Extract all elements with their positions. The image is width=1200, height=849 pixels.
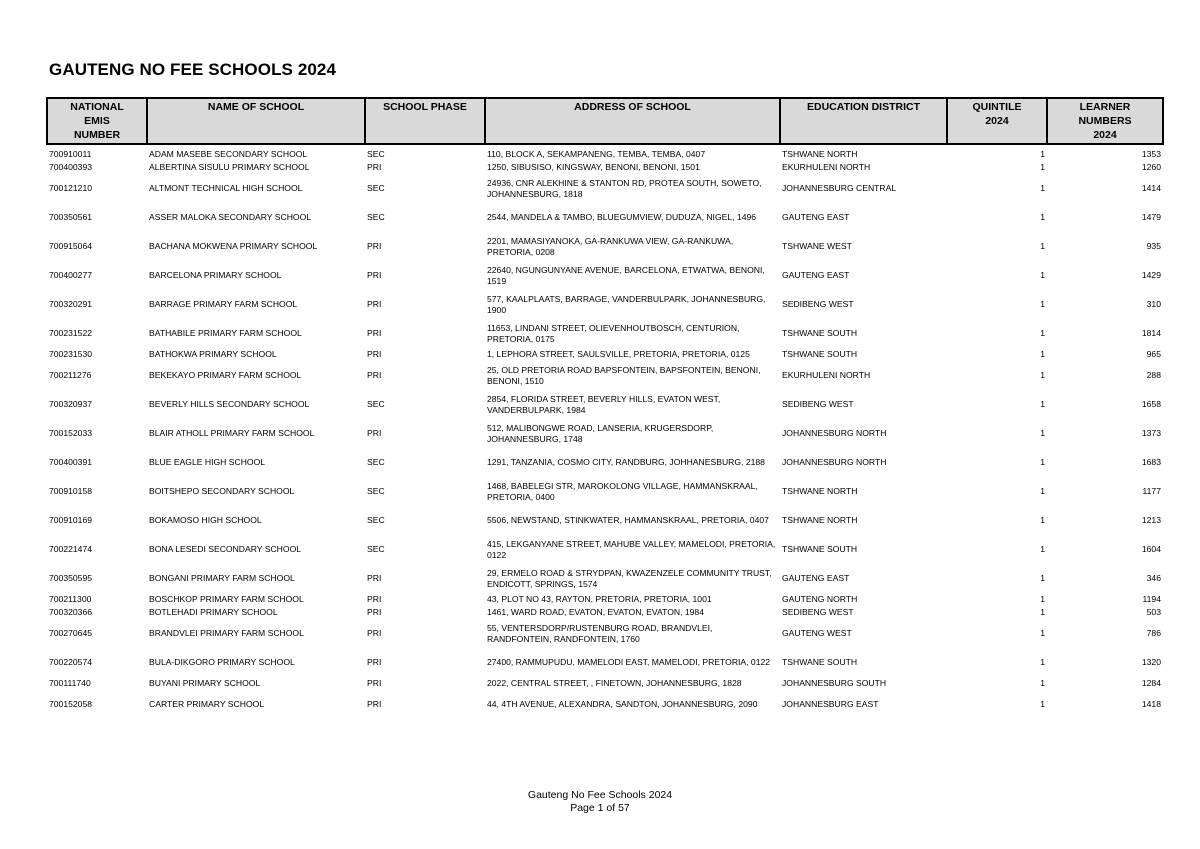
- header-learners-line-3: 2024: [1093, 129, 1117, 141]
- emis-number-cell: 700211300: [49, 594, 92, 605]
- education-district-cell: TSHWANE SOUTH: [782, 349, 858, 360]
- school-address-cell: 415, LEKGANYANE STREET, MAHUBE VALLEY, MAMELODI, PRETORIA, 0122: [487, 538, 776, 560]
- education-district-cell: TSHWANE SOUTH: [782, 328, 858, 339]
- school-address-cell: 55, VENTERSDORP/RUSTENBURG ROAD, BRANDVLEI, RANDFONTEIN, RANDFONTEIN, 1760: [487, 622, 713, 644]
- school-name-cell: BLUE EAGLE HIGH SCHOOL: [149, 457, 266, 468]
- quintile-cell: 1: [1040, 428, 1045, 439]
- school-address-cell: 1, LEPHORA STREET, SAULSVILLE, PRETORIA, PRETORIA, 0125: [487, 349, 750, 360]
- school-name-cell: BULA-DIKGORO PRIMARY SCHOOL: [149, 657, 295, 668]
- emis-number-cell: 700320366: [49, 607, 93, 618]
- school-name-cell: BLAIR ATHOLL PRIMARY FARM SCHOOL: [149, 428, 315, 439]
- page-title: GAUTENG NO FEE SCHOOLS 2024: [49, 60, 337, 79]
- school-address-cell: 2022, CENTRAL STREET, , FINETOWN, JOHANNESBURG, 1828: [487, 678, 742, 689]
- school-address-cell: 25, OLD PRETORIA ROAD BAPSFONTEIN, BAPSFONTEIN, BENONI, BENONI, 1510: [487, 364, 761, 386]
- quintile-cell: 1: [1040, 399, 1045, 410]
- quintile-cell: 1: [1040, 270, 1045, 281]
- quintile-cell: 1: [1040, 594, 1045, 605]
- emis-number-cell: 700910011: [49, 149, 92, 160]
- school-phase-cell: PRI: [367, 573, 382, 584]
- school-address-cell: 110, BLOCK A, SEKAMPANENG, TEMBA, TEMBA, 0407: [487, 149, 706, 160]
- quintile-cell: 1: [1040, 183, 1045, 194]
- emis-number-cell: 700221474: [49, 544, 93, 555]
- table-row: [47, 348, 1163, 361]
- emis-number-cell: 700152033: [49, 428, 93, 439]
- education-district-cell: GAUTENG EAST: [782, 212, 850, 223]
- quintile-cell: 1: [1040, 544, 1045, 555]
- emis-number-cell: 700910169: [49, 515, 93, 526]
- school-address-cell: 2201, MAMASIYANOKA, GA-RANKUWA VIEW, GA-RANKUWA, PRETORIA, 0208: [487, 235, 734, 257]
- table-row: [47, 319, 1163, 348]
- school-address-cell: 29, ERMELO ROAD & STRYDPAN, KWAZENZELE COMMUNITY TRUST, ENDICOTT, SPRINGS, 1574: [487, 567, 772, 589]
- education-district-cell: GAUTENG EAST: [782, 270, 850, 281]
- school-name-cell: BOSCHKOP PRIMARY FARM SCHOOL: [149, 594, 304, 605]
- footer-page-number: Page 1 of 57: [570, 802, 630, 814]
- school-phase-cell: PRI: [367, 628, 382, 639]
- header-education-district: EDUCATION DISTRICT: [780, 98, 947, 144]
- quintile-cell: 1: [1040, 149, 1045, 160]
- education-district-cell: TSHWANE SOUTH: [782, 657, 858, 668]
- school-phase-cell: PRI: [367, 370, 382, 381]
- table-row: [47, 477, 1163, 506]
- schools-table: [46, 97, 1164, 719]
- table-row: [47, 390, 1163, 419]
- school-phase-cell: SEC: [367, 149, 385, 160]
- school-name-cell: BOITSHEPO SECONDARY SCHOOL: [149, 486, 295, 497]
- education-district-cell: TSHWANE SOUTH: [782, 544, 858, 555]
- school-address-cell: 22640, NGUNGUNYANE AVENUE, BARCELONA, ETWATWA, BENONI, 1519: [487, 264, 765, 286]
- learner-numbers-cell: 1373: [1141, 428, 1161, 439]
- learner-numbers-cell: 1194: [1142, 594, 1161, 605]
- education-district-cell: GAUTENG EAST: [782, 573, 850, 584]
- quintile-cell: 1: [1040, 486, 1045, 497]
- header-row: [47, 98, 1163, 144]
- learner-numbers-cell: 288: [1146, 370, 1161, 381]
- education-district-cell: SEDIBENG WEST: [782, 299, 854, 310]
- emis-number-cell: 700220574: [49, 657, 93, 668]
- school-phase-cell: SEC: [367, 399, 385, 410]
- learner-numbers-cell: 1213: [1141, 515, 1161, 526]
- learner-numbers-cell: 346: [1146, 573, 1161, 584]
- school-address-cell: 2544, MANDELA & TAMBO, BLUEGUMVIEW, DUDUZA, NIGEL, 1496: [487, 212, 757, 223]
- emis-number-cell: 700400391: [49, 457, 93, 468]
- school-name-cell: BATHABILE PRIMARY FARM SCHOOL: [149, 328, 302, 339]
- education-district-cell: SEDIBENG WEST: [782, 399, 854, 410]
- quintile-cell: 1: [1040, 628, 1045, 639]
- emis-number-cell: 700231522: [49, 328, 93, 339]
- school-name-cell: BRANDVLEI PRIMARY FARM SCHOOL: [149, 628, 304, 639]
- school-address-cell: 2854, FLORIDA STREET, BEVERLY HILLS, EVATON WEST, VANDERBULPARK, 1984: [487, 393, 721, 415]
- school-name-cell: ALBERTINA SISULU PRIMARY SCHOOL: [149, 162, 310, 173]
- learner-numbers-cell: 1353: [1141, 149, 1161, 160]
- learner-numbers-cell: 503: [1146, 607, 1161, 618]
- learner-numbers-cell: 935: [1146, 241, 1161, 252]
- emis-number-cell: 700910158: [49, 486, 93, 497]
- learner-numbers-cell: 1814: [1141, 328, 1161, 339]
- school-phase-cell: SEC: [367, 515, 385, 526]
- school-address-cell: 577, KAALPLAATS, BARRAGE, VANDERBULPARK, JOHANNESBURG, 1900: [487, 293, 766, 315]
- school-phase-cell: PRI: [367, 299, 382, 310]
- school-phase-cell: PRI: [367, 270, 382, 281]
- table-row: [47, 535, 1163, 564]
- school-name-cell: ALTMONT TECHNICAL HIGH SCHOOL: [149, 183, 303, 194]
- education-district-cell: JOHANNESBURG NORTH: [782, 457, 887, 468]
- emis-number-cell: 700270645: [49, 628, 93, 639]
- school-address-cell: 5506, NEWSTAND, STINKWATER, HAMMANSKRAAL, PRETORIA, 0407: [487, 515, 769, 526]
- quintile-cell: 1: [1040, 457, 1045, 468]
- school-name-cell: BOKAMOSO HIGH SCHOOL: [149, 515, 262, 526]
- learner-numbers-cell: 965: [1146, 349, 1161, 360]
- school-phase-cell: PRI: [367, 241, 382, 252]
- education-district-cell: TSHWANE NORTH: [782, 515, 858, 526]
- header-emis-line-1: NATIONAL: [70, 101, 124, 113]
- school-address-cell: 1468, BABELEGI STR, MAROKOLONG VILLAGE, HAMMANSKRAAL, PRETORIA, 0400: [487, 480, 758, 502]
- quintile-cell: 1: [1040, 328, 1045, 339]
- quintile-cell: 1: [1040, 657, 1045, 668]
- quintile-cell: 1: [1040, 370, 1045, 381]
- learner-numbers-cell: 1414: [1141, 183, 1161, 194]
- school-phase-cell: SEC: [367, 486, 385, 497]
- school-address-cell: 43, PLOT NO 43, RAYTON, PRETORIA, PRETORIA, 1001: [487, 594, 712, 605]
- table-body: [47, 144, 1163, 719]
- table-row: [47, 619, 1163, 648]
- school-phase-cell: PRI: [367, 607, 382, 618]
- table-row: [47, 606, 1163, 619]
- emis-number-cell: 700400393: [49, 162, 93, 173]
- quintile-cell: 1: [1040, 349, 1045, 360]
- header-learners-line-1: LEARNER: [1079, 101, 1131, 113]
- learner-numbers-cell: 1284: [1141, 678, 1161, 689]
- education-district-cell: JOHANNESBURG EAST: [782, 699, 879, 710]
- school-address-cell: 24936, CNR ALEKHINE & STANTON RD, PROTEA SOUTH, SOWETO, JOHANNESBURG, 1818: [487, 177, 762, 199]
- quintile-cell: 1: [1040, 515, 1045, 526]
- table-row: [47, 690, 1163, 719]
- learner-numbers-cell: 1479: [1141, 212, 1161, 223]
- emis-number-cell: 700350561: [49, 212, 93, 223]
- quintile-cell: 1: [1040, 299, 1045, 310]
- quintile-cell: 1: [1040, 212, 1045, 223]
- education-district-cell: GAUTENG WEST: [782, 628, 852, 639]
- table-row: [47, 648, 1163, 677]
- school-phase-cell: SEC: [367, 212, 385, 223]
- school-phase-cell: PRI: [367, 349, 382, 360]
- header-school-name: NAME OF SCHOOL: [147, 98, 365, 144]
- footer-document-title: Gauteng No Fee Schools 2024: [527, 789, 673, 801]
- school-phase-cell: SEC: [367, 457, 385, 468]
- emis-number-cell: 700111740: [49, 678, 91, 689]
- header-emis-line-3: NUMBER: [73, 129, 121, 141]
- school-phase-cell: PRI: [367, 162, 382, 173]
- table-row: [47, 448, 1163, 477]
- emis-number-cell: 700152058: [49, 699, 93, 710]
- table-row: [47, 261, 1163, 290]
- school-address-cell: 1461, WARD ROAD, EVATON, EVATON, EVATON, 1984: [487, 607, 704, 618]
- table-row: [47, 232, 1163, 261]
- header-quintile-line-1: QUINTILE: [972, 101, 1022, 113]
- learner-numbers-cell: 1260: [1141, 162, 1161, 173]
- table-row: [47, 564, 1163, 593]
- learner-numbers-cell: 1418: [1141, 699, 1161, 710]
- school-name-cell: ADAM MASEBE SECONDARY SCHOOL: [149, 149, 308, 160]
- school-name-cell: BACHANA MOKWENA PRIMARY SCHOOL: [149, 241, 318, 252]
- school-name-cell: BOTLEHADI PRIMARY SCHOOL: [149, 607, 278, 618]
- learner-numbers-cell: 1429: [1141, 270, 1161, 281]
- school-address-cell: 1291, TANZANIA, COSMO CITY, RANDBURG, JOHHANESBURG, 2188: [487, 457, 765, 468]
- school-phase-cell: SEC: [367, 183, 385, 194]
- quintile-cell: 1: [1040, 241, 1045, 252]
- school-name-cell: ASSER MALOKA SECONDARY SCHOOL: [149, 212, 312, 223]
- school-name-cell: BUYANI PRIMARY SCHOOL: [149, 678, 261, 689]
- quintile-cell: 1: [1040, 162, 1045, 173]
- learner-numbers-cell: 786: [1146, 628, 1161, 639]
- quintile-cell: 1: [1040, 607, 1045, 618]
- learner-numbers-cell: 1177: [1142, 486, 1161, 497]
- emis-number-cell: 700211276: [49, 370, 92, 381]
- header-learners-line-2: NUMBERS: [1078, 115, 1132, 127]
- school-phase-cell: PRI: [367, 428, 382, 439]
- school-name-cell: BEKEKAYO PRIMARY FARM SCHOOL: [149, 370, 302, 381]
- header-emis-number: [47, 98, 147, 144]
- learner-numbers-cell: 1320: [1141, 657, 1161, 668]
- header-school-phase: SCHOOL PHASE: [365, 98, 485, 144]
- emis-number-cell: 700320937: [49, 399, 93, 410]
- school-phase-cell: SEC: [367, 544, 385, 555]
- header-learner-numbers: [1047, 98, 1163, 144]
- education-district-cell: SEDIBENG WEST: [782, 607, 854, 618]
- table-row: [47, 174, 1163, 203]
- school-phase-cell: PRI: [367, 678, 382, 689]
- learner-numbers-cell: 310: [1146, 299, 1161, 310]
- school-address-cell: 1250, SIBUSISO, KINGSWAY, BENONI, BENONI, 1501: [487, 162, 700, 173]
- table-row: [47, 144, 1163, 161]
- education-district-cell: JOHANNESBURG CENTRAL: [782, 183, 897, 194]
- education-district-cell: TSHWANE WEST: [782, 241, 852, 252]
- school-name-cell: CARTER PRIMARY SCHOOL: [149, 699, 265, 710]
- emis-number-cell: 700350595: [49, 573, 93, 584]
- education-district-cell: JOHANNESBURG NORTH: [782, 428, 887, 439]
- school-phase-cell: PRI: [367, 594, 382, 605]
- table-row: [47, 361, 1163, 390]
- school-address-cell: 44, 4TH AVENUE, ALEXANDRA, SANDTON, JOHANNESBURG, 2090: [487, 699, 758, 710]
- school-name-cell: BONGANI PRIMARY FARM SCHOOL: [149, 573, 295, 584]
- emis-number-cell: 700400277: [49, 270, 93, 281]
- emis-number-cell: 700231530: [49, 349, 93, 360]
- education-district-cell: TSHWANE NORTH: [782, 486, 858, 497]
- header-school-address: ADDRESS OF SCHOOL: [485, 98, 780, 144]
- school-address-cell: 512, MALIBONGWE ROAD, LANSERIA, KRUGERSDORP, JOHANNESBURG, 1748: [487, 422, 714, 444]
- education-district-cell: TSHWANE NORTH: [782, 149, 858, 160]
- school-phase-cell: PRI: [367, 328, 382, 339]
- table-row: [47, 506, 1163, 535]
- emis-number-cell: 700121210: [49, 183, 93, 194]
- quintile-cell: 1: [1040, 699, 1045, 710]
- education-district-cell: JOHANNESBURG SOUTH: [782, 678, 887, 689]
- learner-numbers-cell: 1604: [1141, 544, 1161, 555]
- table-row: [47, 419, 1163, 448]
- school-address-cell: 27400, RAMMUPUDU, MAMELODI EAST, MAMELODI, PRETORIA, 0122: [487, 657, 771, 668]
- header-emis-line-2: EMIS: [84, 115, 110, 127]
- emis-number-cell: 700915064: [49, 241, 93, 252]
- table-row: [47, 677, 1163, 690]
- school-name-cell: BONA LESEDI SECONDARY SCHOOL: [149, 544, 302, 555]
- emis-number-cell: 700320291: [49, 299, 93, 310]
- school-phase-cell: PRI: [367, 657, 382, 668]
- header-quintile: [947, 98, 1047, 144]
- quintile-cell: 1: [1040, 678, 1045, 689]
- school-name-cell: BEVERLY HILLS SECONDARY SCHOOL: [149, 399, 310, 410]
- school-name-cell: BARRAGE PRIMARY FARM SCHOOL: [149, 299, 298, 310]
- school-phase-cell: PRI: [367, 699, 382, 710]
- learner-numbers-cell: 1683: [1141, 457, 1161, 468]
- table-row: [47, 161, 1163, 174]
- school-name-cell: BARCELONA PRIMARY SCHOOL: [149, 270, 282, 281]
- school-address-cell: 11653, LINDANI STREET, OLIEVENHOUTBOSCH, CENTURION, PRETORIA, 0175: [487, 322, 740, 344]
- quintile-cell: 1: [1040, 573, 1045, 584]
- table-row: [47, 593, 1163, 606]
- table-row: [47, 203, 1163, 232]
- school-name-cell: BATHOKWA PRIMARY SCHOOL: [149, 349, 277, 360]
- header-quintile-line-2: 2024: [985, 115, 1009, 127]
- learner-numbers-cell: 1658: [1141, 399, 1161, 410]
- table-row: [47, 290, 1163, 319]
- education-district-cell: EKURHULENI NORTH: [782, 162, 871, 173]
- education-district-cell: EKURHULENI NORTH: [782, 370, 871, 381]
- education-district-cell: GAUTENG NORTH: [782, 594, 858, 605]
